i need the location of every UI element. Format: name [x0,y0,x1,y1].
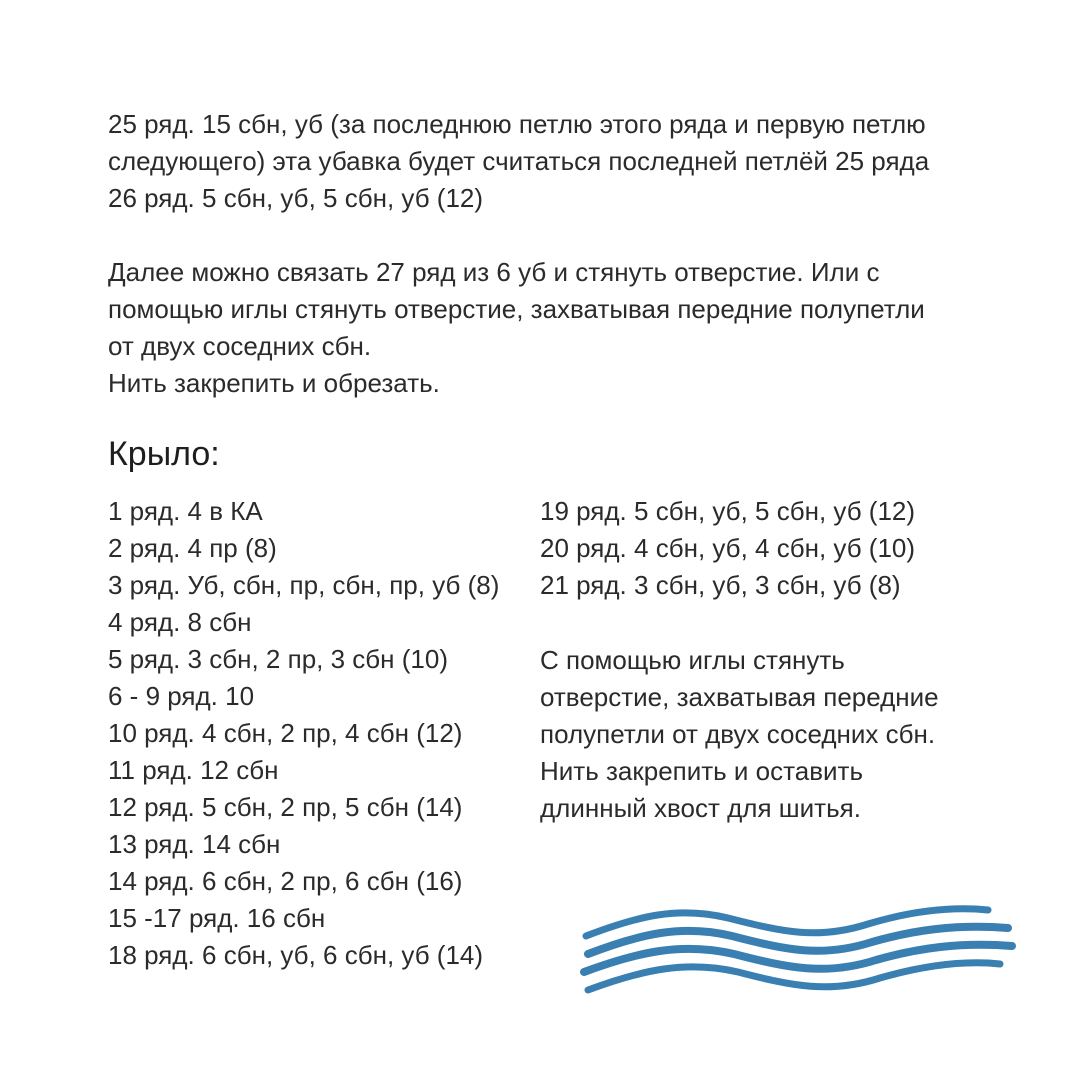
wing-row: 4 ряд. 8 сбн [108,607,252,637]
wing-left-column [108,493,499,974]
wing-row: 6 - 9 ряд. 10 [108,681,255,711]
wing-right-column [540,493,915,604]
wing-finishing-note [540,642,939,827]
intro-text [108,106,929,217]
intro-line: 26 ряд. 5 сбн, уб, 5 сбн, уб (12) [108,183,484,213]
intro-line: 25 ряд. 15 сбн, уб (за последнюю петлю этого ряда и первую петлю [108,109,926,139]
wing-row: 20 ряд. 4 сбн, уб, 4 сбн, уб (10) [540,533,916,563]
wing-row: 18 ряд. 6 сбн, уб, 6 сбн, уб (14) [108,940,484,970]
waves-icon [578,898,1018,1003]
closing-line: помощью иглы стянуть отверстие, захватывая передние полупетли [108,294,925,324]
wing-heading: Крыло: [108,435,220,473]
note-line: отверстие, захватывая передние [540,682,939,712]
closing-text [108,254,925,402]
wing-row: 12 ряд. 5 сбн, 2 пр, 5 сбн (14) [108,792,463,822]
note-line: С помощью иглы стянуть [540,645,845,675]
wing-row: 5 ряд. 3 сбн, 2 пр, 3 сбн (10) [108,644,448,674]
wing-row: 3 ряд. Уб, сбн, пр, сбн, пр, уб (8) [108,570,500,600]
wing-row: 11 ряд. 12 сбн [108,755,279,785]
wing-row: 13 ряд. 14 сбн [108,829,281,859]
wing-row: 19 ряд. 5 сбн, уб, 5 сбн, уб (12) [540,496,916,526]
note-line: Нить закрепить и оставить [540,756,864,786]
note-line: длинный хвост для шитья. [540,793,861,823]
closing-line: от двух соседних сбн. [108,331,372,361]
wing-row: 10 ряд. 4 сбн, 2 пр, 4 сбн (12) [108,718,463,748]
wing-row: 15 -17 ряд. 16 сбн [108,903,326,933]
note-line: полупетли от двух соседних сбн. [540,719,936,749]
closing-line: Нить закрепить и обрезать. [108,368,440,398]
closing-line: Далее можно связать 27 ряд из 6 уб и стянуть отверстие. Или с [108,257,880,287]
wing-row: 2 ряд. 4 пр (8) [108,533,277,563]
intro-line: следующего) эта убавка будет считаться последней петлёй 25 ряда [108,146,930,176]
wing-row: 1 ряд. 4 в КА [108,496,263,526]
wing-row: 14 ряд. 6 сбн, 2 пр, 6 сбн (16) [108,866,463,896]
wing-row: 21 ряд. 3 сбн, уб, 3 сбн, уб (8) [540,570,901,600]
